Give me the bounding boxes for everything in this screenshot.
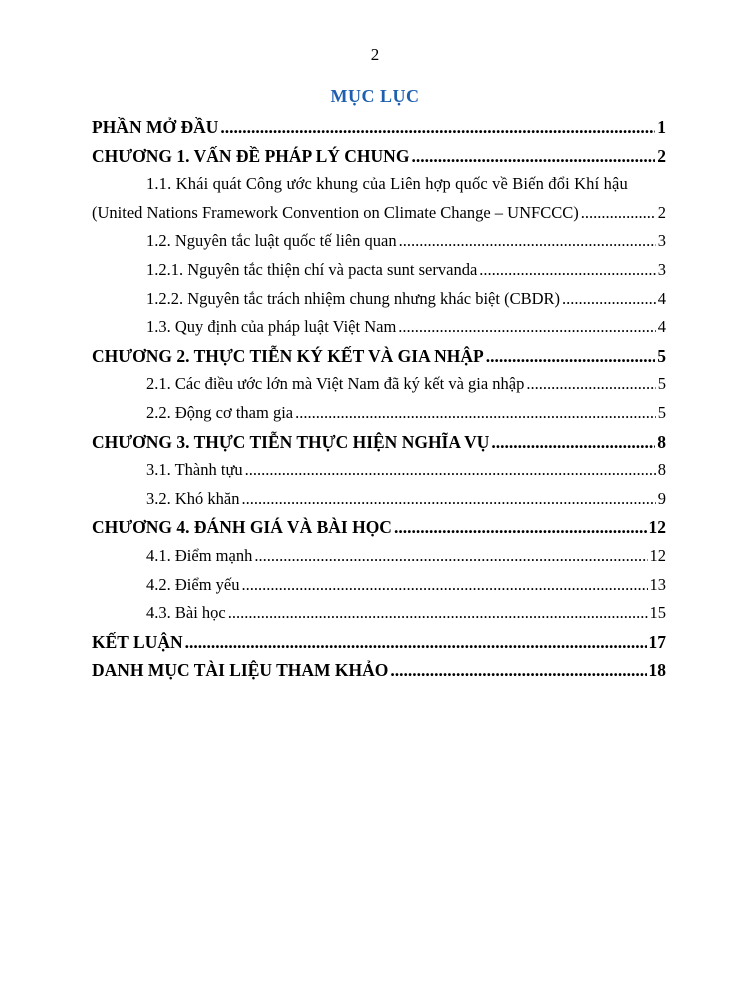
- toc-entry-page: 13: [649, 574, 666, 594]
- toc-entry-title: 2.2. Động cơ tham gia: [146, 402, 294, 422]
- toc-entry[interactable]: [92, 342, 666, 371]
- dot-leader: [394, 513, 647, 542]
- toc-entry-title: 4.2. Điểm yếu: [146, 574, 240, 594]
- toc-entry-title: 2.1. Các điều ước lớn mà Việt Nam đã ký kết và gia nhập: [146, 374, 525, 394]
- dot-leader: [581, 199, 656, 228]
- dot-leader: [295, 399, 656, 428]
- dot-leader: [254, 542, 647, 571]
- toc-entry-page: 2: [657, 145, 666, 166]
- toc-entry-title: CHƯƠNG 3. THỰC TIỄN THỰC HIỆN NGHĨA VỤ: [92, 431, 490, 452]
- toc-entry-page: 4: [657, 288, 666, 308]
- toc-entry-page: 4: [657, 317, 666, 337]
- toc-entry-continuation[interactable]: [92, 199, 666, 228]
- dot-leader: [411, 142, 655, 171]
- toc-entry-title: 1.2. Nguyên tắc luật quốc tế liên quan: [146, 231, 397, 251]
- toc-entry-title: 1.1. Khái quát Công ước khung của Liên hợp quốc về Biến đổi Khí hậu: [146, 174, 628, 194]
- dot-leader: [526, 370, 655, 399]
- toc-entry-page: 15: [649, 603, 666, 623]
- toc-entry-title: DANH MỤC TÀI LIỆU THAM KHẢO: [92, 660, 389, 681]
- dot-leader: [390, 656, 646, 685]
- toc-entry-page: 1: [657, 117, 666, 137]
- toc-entry[interactable]: [92, 542, 666, 571]
- dot-leader: [491, 428, 655, 457]
- toc-entry-title: 3.2. Khó khăn: [146, 488, 240, 508]
- toc-entry-title: CHƯƠNG 2. THỰC TIỄN KÝ KẾT VÀ GIA NHẬP: [92, 345, 484, 366]
- toc-entry[interactable]: [92, 399, 666, 428]
- dot-leader: [479, 256, 655, 285]
- toc-entry-page: 5: [657, 402, 666, 422]
- toc-entry[interactable]: [92, 628, 666, 657]
- dot-leader: [228, 599, 648, 628]
- dot-leader: [398, 313, 655, 342]
- page-number: 2: [370, 45, 380, 64]
- toc-entry-title: 3.1. Thành tựu: [146, 460, 243, 480]
- toc-entry[interactable]: [92, 428, 666, 457]
- toc-entry[interactable]: [92, 142, 666, 171]
- toc-entry-title: CHƯƠNG 4. ĐÁNH GIÁ VÀ BÀI HỌC: [92, 517, 392, 538]
- toc-entry[interactable]: [92, 227, 666, 256]
- dot-leader: [241, 571, 647, 600]
- toc-entry[interactable]: [92, 313, 666, 342]
- toc-entry[interactable]: [92, 513, 666, 542]
- toc-entry-page: 3: [657, 259, 666, 279]
- toc-entry-title: KẾT LUẬN: [92, 631, 183, 652]
- toc-entry-title: 1.2.1. Nguyên tắc thiện chí và pacta sunt servanda: [146, 259, 478, 279]
- toc-entry[interactable]: [92, 170, 666, 199]
- toc-entry[interactable]: [92, 113, 666, 142]
- toc-entry-page: 18: [648, 660, 666, 681]
- toc-entry[interactable]: [92, 599, 666, 628]
- dot-leader: [486, 342, 656, 371]
- toc-entry[interactable]: [92, 285, 666, 314]
- dot-leader: [562, 285, 656, 314]
- toc-entry[interactable]: [92, 256, 666, 285]
- toc-entry-title: CHƯƠNG 1. VẤN ĐỀ PHÁP LÝ CHUNG: [92, 145, 410, 166]
- toc-entry-page: 17: [648, 631, 666, 652]
- dot-leader: [185, 628, 647, 657]
- toc-entry-page: 2: [657, 202, 666, 222]
- toc-entry-page: 8: [657, 460, 666, 480]
- toc-title: MỤC LỤC: [330, 86, 420, 106]
- dot-leader: [245, 456, 656, 485]
- toc-entry-title: 1.2.2. Nguyên tắc trách nhiệm chung nhưng khác biệt (CBDR): [146, 288, 561, 308]
- dot-leader: [399, 227, 656, 256]
- toc-entry-title: 1.3. Quy định của pháp luật Việt Nam: [146, 317, 397, 337]
- table-of-contents: [92, 113, 666, 685]
- toc-entry-page: 12: [649, 545, 666, 565]
- dot-leader: [242, 485, 656, 514]
- toc-entry-title: PHẦN MỞ ĐẦU: [92, 117, 219, 137]
- toc-entry[interactable]: [92, 456, 666, 485]
- toc-entry-page: 12: [648, 517, 666, 538]
- toc-entry-page: 5: [657, 345, 666, 366]
- toc-entry[interactable]: [92, 485, 666, 514]
- toc-entry[interactable]: [92, 656, 666, 685]
- dot-leader: [220, 113, 655, 142]
- toc-entry-page: 8: [657, 431, 666, 452]
- toc-entry-page: 3: [657, 231, 666, 251]
- toc-entry[interactable]: [92, 571, 666, 600]
- toc-entry-title: (United Nations Framework Convention on Climate Change – UNFCCC): [92, 202, 579, 222]
- toc-entry-title: 4.3. Bài học: [146, 603, 226, 623]
- toc-entry-title: 4.1. Điểm mạnh: [146, 545, 253, 565]
- toc-entry-page: 5: [657, 374, 666, 394]
- toc-entry-page: 9: [657, 488, 666, 508]
- toc-entry[interactable]: [92, 370, 666, 399]
